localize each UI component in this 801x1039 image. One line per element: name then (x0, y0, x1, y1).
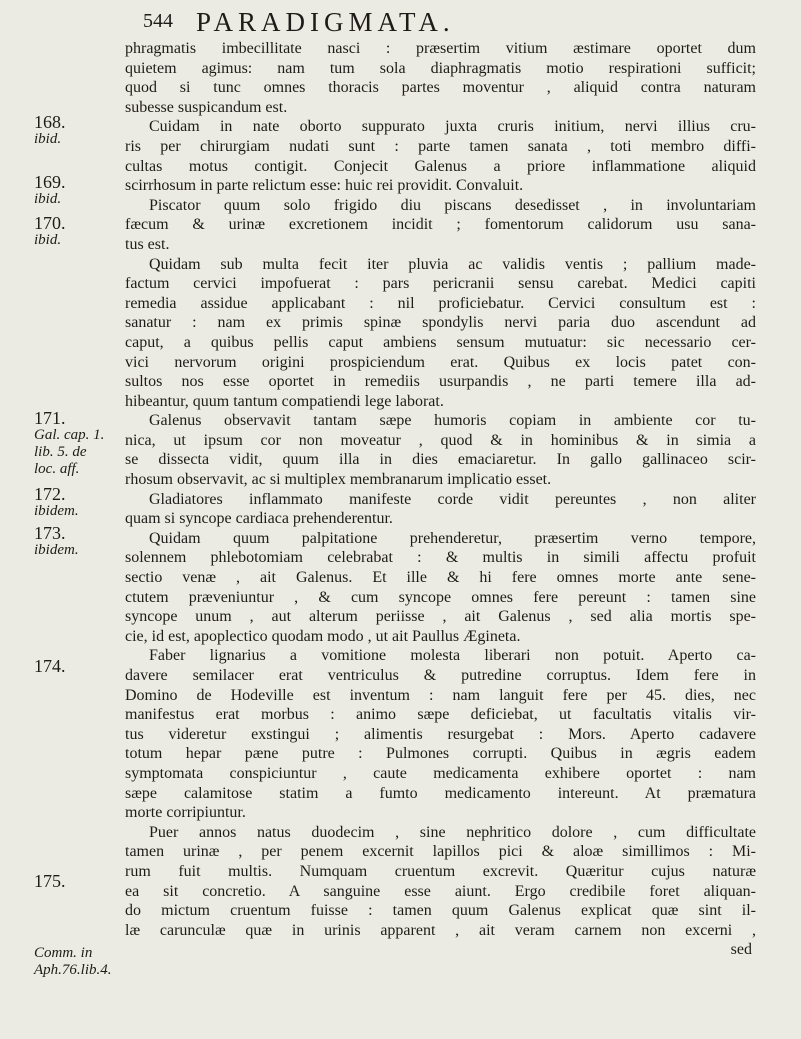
text-line: se dissecta vidit, quum illa in dies emaciaretur. In gallo gallinaceo scir- (125, 451, 756, 469)
margin-reference: ibid. (34, 131, 62, 147)
margin-notes (0, 0, 120, 1039)
text-line: scirrhosum in parte relictum esse: huic rei providit. Convaluit. (125, 177, 524, 195)
paragraph-number: 169. (34, 172, 66, 192)
text-line: quam si syncope cardiaca prehenderentur. (125, 510, 393, 528)
body-text (125, 39, 756, 960)
text-line: Quidam sub multa fecit iter pluvia ac validis ventis ; pallium made- (149, 255, 756, 273)
text-line: Quidam quum palpitatione prehenderetur, præsertim verno tempore, (149, 529, 756, 547)
catchword: sed (730, 941, 752, 959)
margin-note (34, 658, 66, 675)
margin-reference: ibidem. (34, 503, 79, 519)
margin-reference: ibid. (34, 232, 62, 248)
text-line: tus est. (125, 235, 170, 253)
margin-note (34, 410, 106, 478)
margin-reference: ibidem. (34, 542, 79, 558)
page-header (0, 7, 801, 35)
text-line: ctutem præveniuntur , & cum syncope omnes fere pereunt : tamen sine (125, 588, 756, 606)
text-line: Cuidam in nate oborto suppurato juxta cruris initium, nervi illius cru- (149, 118, 756, 136)
text-line: hibeantur, quum tantum compatiendi lege laborat. (125, 392, 444, 410)
text-line: quietem agimus: nam tum sola diaphragmatis motio respirationi sufficit; (125, 59, 756, 77)
margin-reference: ibid. (34, 191, 62, 207)
text-line: ris per chirurgiam nudati sunt : parte tamen sanata , toti membro diffi- (125, 137, 756, 155)
text-line: remedia assidue applicabant : nil proficiebatur. Cervici consultum est : (125, 294, 756, 312)
margin-note (34, 215, 66, 249)
text-line: caput, a quibus pellis caput ambiens sensum mutuatur: sic necessario cer- (125, 333, 756, 351)
margin-reference: Gal. cap. 1. lib. 5. de loc. aff. (34, 427, 105, 477)
margin-note (34, 945, 114, 979)
text-line: ea sit concretio. A sanguine esse aiunt. Ergo credibile foret aliquan- (125, 882, 756, 900)
margin-note (34, 873, 66, 890)
text-line: fæcum & urinæ excretionem incidit ; fomentorum calidorum usu sana- (125, 216, 756, 234)
margin-note (34, 525, 79, 559)
text-line: vici nervorum origini prospiciendum erat. Quibus ex locis patet con- (125, 353, 756, 371)
text-line: tamen urinæ , per penem excernit lapillos pici & aloæ simillimos : Mi- (125, 843, 756, 861)
paragraph-number: 174. (34, 656, 66, 676)
text-line: davere semilacer erat ventriculus & putredine corruptus. Idem fere in (125, 667, 756, 684)
text-line: cie, id est, apoplectico quodam modo , ut ait Paullus Ægineta. (125, 627, 521, 645)
text-line: do mictum cruentum fuisse : tamen quum Galenus explicat quæ sint il- (125, 902, 756, 920)
text-line: sæpe calamitose statim a fumto medicamento intereunt. At præmatura (125, 784, 756, 802)
margin-note (34, 174, 66, 208)
paragraph-number: 171. (34, 408, 66, 428)
text-line: cultas motus contigit. Conjecit Galenus a priore inflammatione aliquid (125, 157, 756, 175)
running-title: PARADIGMATA. (196, 7, 455, 37)
margin-reference: Comm. in Aph.76.lib.4. (34, 945, 112, 978)
text-line: Galenus observavit tantam sæpe humoris copiam in ambiente cor tu- (149, 412, 756, 430)
text-line: sultos nos esse oportet in remediis usurpandis , ne parti temere illa ad- (125, 373, 756, 391)
page-number: 544 (143, 10, 173, 32)
text-line: rhosum observavit, ac si multiplex membranarum implicatio esset. (125, 471, 552, 489)
text-line: manifestus erat morbus : animo sæpe deficiebat, ut facultatis vitalis vir- (125, 706, 756, 724)
text-line: morte corripiuntur. (125, 804, 246, 822)
text-line: sectio venæ , ait Galenus. Et ille & hi fere omnes morte ante sene- (125, 569, 756, 587)
text-line: subesse suspicandum est. (125, 98, 288, 116)
text-line: tus videretur exstingui ; alimentis resurgebat : Mors. Aperto cadavere (125, 725, 756, 743)
text-line: Faber lignarius a vomitione molesta liberari non potuit. Aperto ca- (149, 647, 756, 665)
text-line: Piscator quum solo frigido diu piscans desedisset , in involuntariam (149, 196, 756, 214)
margin-note (34, 486, 79, 520)
text-line: syncope unum , aut alterum periisse , ait Galenus , sed alia mortis spe- (125, 608, 756, 626)
text-line: rum fuit multis. Numquam cruentum excrevit. Quæritur cujus naturæ (125, 862, 756, 880)
text-line: totum hepar pæne putre : Pulmones corrupti. Quibus in ægris eadem (125, 745, 756, 763)
text-line: sanatur : nam ex primis spinæ spondylis nervi paria duo ascendunt ad (125, 314, 756, 332)
paragraph-number: 175. (34, 871, 66, 891)
text-line: phragmatis imbecillitate nasci : præsertim vitium æstimare oportet dum (125, 40, 756, 57)
margin-note (34, 114, 66, 148)
text-line: læ carunculæ quæ in urinis apparent , ait veram carnem non excerni , (125, 921, 756, 939)
text-line: Domino de Hodeville est inventum : nam languit fere per 45. dies, nec (125, 686, 756, 704)
paragraph-number: 172. (34, 484, 66, 504)
text-line: solennem phlebotomiam celebrabat : & multis in simili affectu profuit (125, 549, 756, 567)
text-line: Puer annos natus duodecim , sine nephritico dolore , cum difficultate (149, 823, 756, 841)
paragraph-number: 173. (34, 523, 66, 543)
text-line: nica, ut ipsum cor non moveatur , quod & in hominibus & in simia a (125, 431, 756, 449)
paragraph-number: 170. (34, 213, 66, 233)
text-line: symptomata conspiciuntur , caute medicamenta exhibere oportet : nam (125, 764, 756, 782)
text-line: Gladiatores inflammato manifeste corde vidit pereuntes , non aliter (149, 490, 756, 508)
paragraph-number: 168. (34, 112, 66, 132)
text-line: factum cervici impofuerat : pars pericranii sensu carebat. Medici capiti (125, 275, 756, 293)
text-line: quod si tunc omnes thoracis partes moventur , aliquid contra naturam (125, 79, 756, 97)
